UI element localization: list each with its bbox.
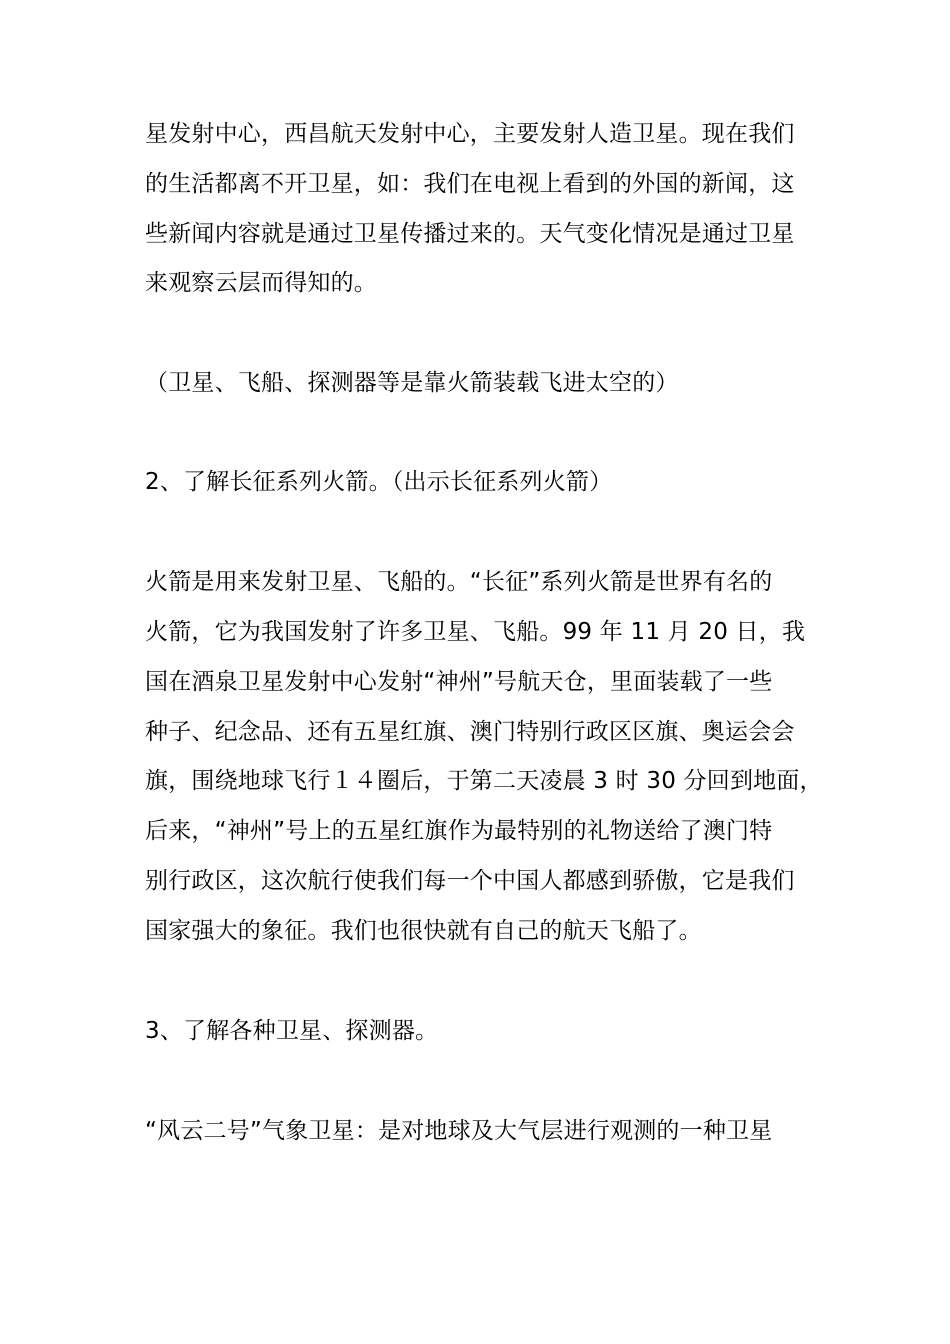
paragraph-1-line-2: 的生活都离不开卫星，如：我们在电视上看到的外国的新闻，这 bbox=[145, 171, 795, 197]
paragraph-1-line-3: 些新闻内容就是通过卫星传播过来的。天气变化情况是通过卫星 bbox=[145, 221, 795, 247]
paragraph-3-line-5: 旗，围绕地球飞行１４圈后，于第二天凌晨 3 时 30 分回到地面， bbox=[145, 768, 823, 794]
paragraph-1-line-4: 来观察云层而得知的。 bbox=[145, 270, 377, 296]
paragraph-3-line-6: 后来，“神州”号上的五星红旗作为最特别的礼物送给了澳门特 bbox=[145, 818, 773, 844]
paragraph-3-line-3: 国在酒泉卫星发射中心发射“神州”号航天仓，里面装载了一些 bbox=[145, 669, 773, 695]
paragraph-3-line-7: 别行政区，这次航行使我们每一个中国人都感到骄傲，它是我们 bbox=[145, 868, 795, 894]
paragraph-3-line-4: 种子、纪念品、还有五星红旗、澳门特别行政区区旗、奥运会会 bbox=[145, 719, 795, 745]
paragraph-3-line-1: 火箭是用来发射卫星、飞船的。“长征”系列火箭是世界有名的 bbox=[145, 569, 773, 595]
paragraph-3-line-2: 火箭，它为我国发射了许多卫星、飞船。99 年 11 月 20 日，我 bbox=[145, 619, 806, 645]
paragraph-4-line-1: “风云二号”气象卫星：是对地球及大气层进行观测的一种卫星 bbox=[145, 1118, 773, 1144]
section-heading-2: 2、了解长征系列火箭。（出示长征系列火箭） bbox=[145, 469, 613, 495]
paragraph-3-line-8: 国家强大的象征。我们也很快就有自己的航天飞船了。 bbox=[145, 918, 702, 944]
paragraph-1-line-1: 星发射中心，西昌航天发射中心，主要发射人造卫星。现在我们 bbox=[145, 121, 795, 147]
paragraph-2-line-1: （卫星、飞船、探测器等是靠火箭装载飞进太空的） bbox=[145, 370, 679, 396]
section-heading-3: 3、了解各种卫星、探测器。 bbox=[145, 1018, 439, 1044]
